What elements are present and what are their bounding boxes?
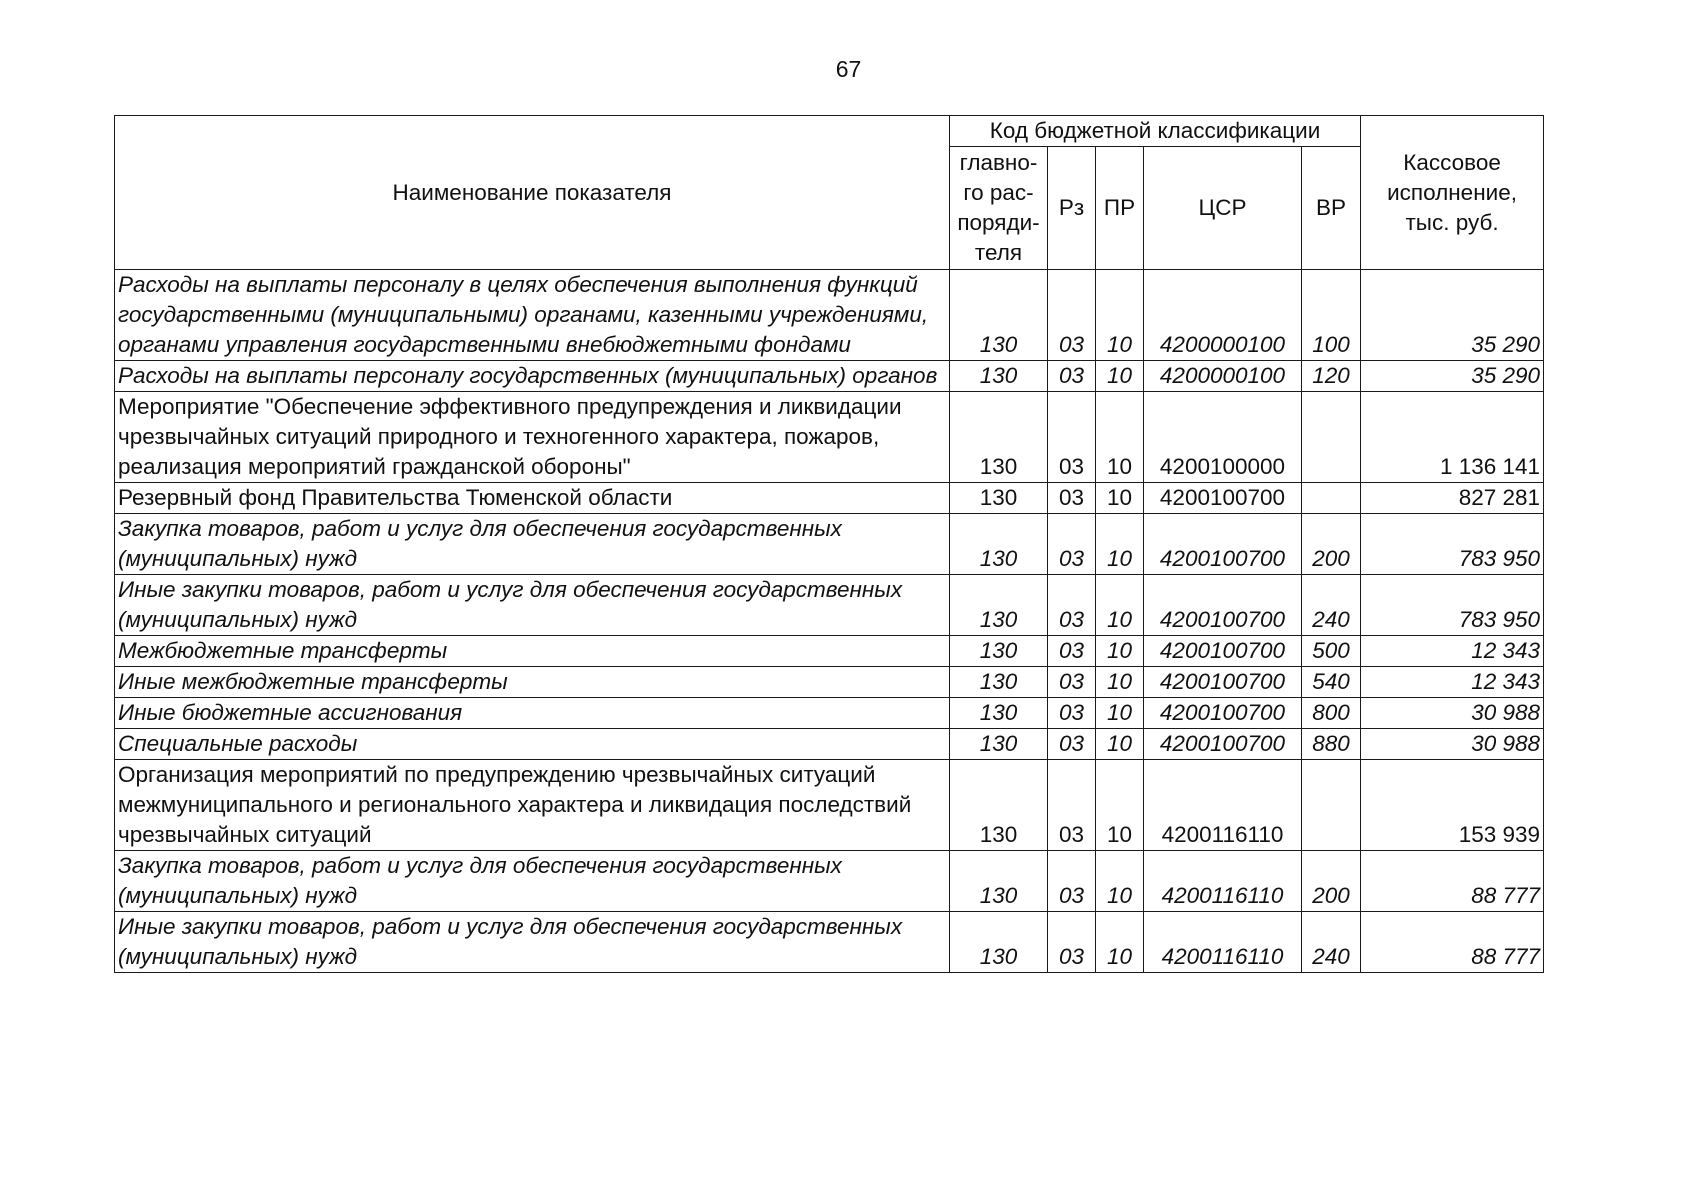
cell-amount: 783 950 [1361, 514, 1544, 575]
cell-glavn: 130 [950, 698, 1048, 729]
cell-rz: 03 [1048, 392, 1096, 483]
cell-name: Организация мероприятий по предупреждению чрезвычайных ситуаций межмуниципального и регионального характера и ликвидация последствий чрезвычайных ситуаций [115, 760, 950, 851]
cell-vr: 200 [1302, 514, 1361, 575]
cell-name: Иные закупки товаров, работ и услуг для обеспечения государственных (муниципальных) нужд [115, 912, 950, 973]
cell-glavn: 130 [950, 729, 1048, 760]
cell-amount: 783 950 [1361, 575, 1544, 636]
cell-csr: 4200100700 [1144, 636, 1302, 667]
table-row [115, 667, 1544, 698]
header-code-group: Код бюджетной классификации [950, 116, 1361, 147]
cell-vr [1302, 760, 1361, 851]
cell-name: Специальные расходы [115, 729, 950, 760]
table-row [115, 698, 1544, 729]
cell-csr: 4200116110 [1144, 912, 1302, 973]
cell-amount: 12 343 [1361, 636, 1544, 667]
cell-rz: 03 [1048, 575, 1096, 636]
cell-glavn: 130 [950, 483, 1048, 514]
header-amount-line: тыс. руб. [1405, 209, 1499, 235]
header-glavnogo-line: главно- [959, 150, 1038, 175]
cell-glavn: 130 [950, 667, 1048, 698]
cell-pr: 10 [1096, 698, 1144, 729]
cell-pr: 10 [1096, 361, 1144, 392]
header-amount-line: исполнение, [1387, 179, 1517, 205]
header-pr: ПР [1096, 147, 1144, 270]
cell-csr: 4200100700 [1144, 698, 1302, 729]
table-row [115, 575, 1544, 636]
header-glavnogo [950, 147, 1048, 270]
cell-vr: 240 [1302, 912, 1361, 973]
cell-rz: 03 [1048, 912, 1096, 973]
header-vr: ВР [1302, 147, 1361, 270]
cell-csr: 4200100700 [1144, 729, 1302, 760]
cell-csr: 4200100700 [1144, 483, 1302, 514]
cell-amount: 35 290 [1361, 270, 1544, 361]
cell-glavn: 130 [950, 760, 1048, 851]
cell-glavn: 130 [950, 851, 1048, 912]
cell-rz: 03 [1048, 698, 1096, 729]
cell-amount: 88 777 [1361, 851, 1544, 912]
cell-amount: 30 988 [1361, 698, 1544, 729]
table-row [115, 760, 1544, 851]
table-row [115, 636, 1544, 667]
cell-amount: 35 290 [1361, 361, 1544, 392]
cell-name: Межбюджетные трансферты [115, 636, 950, 667]
header-amount [1361, 116, 1544, 270]
cell-vr [1302, 483, 1361, 514]
cell-rz: 03 [1048, 270, 1096, 361]
table-row [115, 729, 1544, 760]
cell-rz: 03 [1048, 483, 1096, 514]
header-rz: Рз [1048, 147, 1096, 270]
cell-csr: 4200116110 [1144, 851, 1302, 912]
cell-name: Расходы на выплаты персоналу в целях обеспечения выполнения функций государственными (муниципальными) органами, казенными учреждениями, органами управления государственными внебюджетными фондами [115, 270, 950, 361]
table-row [115, 361, 1544, 392]
cell-name: Расходы на выплаты персоналу государственных (муниципальных) органов [115, 361, 950, 392]
cell-csr: 4200100700 [1144, 575, 1302, 636]
cell-vr: 880 [1302, 729, 1361, 760]
header-amount-line: Кассовое [1403, 149, 1501, 175]
cell-vr: 540 [1302, 667, 1361, 698]
header-name: Наименование показателя [115, 116, 950, 270]
cell-glavn: 130 [950, 514, 1048, 575]
cell-name: Иные бюджетные ассигнования [115, 698, 950, 729]
cell-vr: 500 [1302, 636, 1361, 667]
cell-amount: 88 777 [1361, 912, 1544, 973]
cell-csr: 4200000100 [1144, 361, 1302, 392]
header-glavnogo-line: поряди- [957, 210, 1040, 235]
cell-amount: 153 939 [1361, 760, 1544, 851]
cell-rz: 03 [1048, 729, 1096, 760]
cell-pr: 10 [1096, 392, 1144, 483]
cell-name: Иные закупки товаров, работ и услуг для обеспечения государственных (муниципальных) нужд [115, 575, 950, 636]
cell-name: Закупка товаров, работ и услуг для обеспечения государственных (муниципальных) нужд [115, 514, 950, 575]
cell-amount: 12 343 [1361, 667, 1544, 698]
cell-pr: 10 [1096, 636, 1144, 667]
cell-vr: 100 [1302, 270, 1361, 361]
cell-glavn: 130 [950, 636, 1048, 667]
cell-name: Иные межбюджетные трансферты [115, 667, 950, 698]
cell-csr: 4200100700 [1144, 514, 1302, 575]
header-csr: ЦСР [1144, 147, 1302, 270]
cell-glavn: 130 [950, 392, 1048, 483]
table-row [115, 851, 1544, 912]
cell-pr: 10 [1096, 729, 1144, 760]
table-row [115, 483, 1544, 514]
page-number: 67 [835, 56, 862, 82]
cell-vr: 240 [1302, 575, 1361, 636]
cell-pr: 10 [1096, 483, 1144, 514]
cell-pr: 10 [1096, 851, 1144, 912]
cell-pr: 10 [1096, 575, 1144, 636]
cell-amount: 1 136 141 [1361, 392, 1544, 483]
cell-glavn: 130 [950, 575, 1048, 636]
cell-name: Мероприятие "Обеспечение эффективного предупреждения и ликвидации чрезвычайных ситуаций природного и техногенного характера, пожаров, реализация мероприятий гражданской обороны" [115, 392, 950, 483]
cell-glavn: 130 [950, 912, 1048, 973]
cell-rz: 03 [1048, 760, 1096, 851]
cell-vr: 200 [1302, 851, 1361, 912]
cell-csr: 4200116110 [1144, 760, 1302, 851]
cell-glavn: 130 [950, 361, 1048, 392]
table-header [115, 116, 1544, 270]
table-row [115, 912, 1544, 973]
cell-pr: 10 [1096, 514, 1144, 575]
cell-rz: 03 [1048, 667, 1096, 698]
cell-pr: 10 [1096, 270, 1144, 361]
table-row [115, 514, 1544, 575]
budget-table [114, 115, 1544, 973]
cell-name: Резервный фонд Правительства Тюменской области [115, 483, 950, 514]
cell-rz: 03 [1048, 636, 1096, 667]
cell-csr: 4200000100 [1144, 270, 1302, 361]
cell-rz: 03 [1048, 514, 1096, 575]
header-glavnogo-line: го рас- [963, 180, 1034, 205]
table-row [115, 270, 1544, 361]
header-glavnogo-line: теля [974, 240, 1023, 265]
cell-glavn: 130 [950, 270, 1048, 361]
cell-name: Закупка товаров, работ и услуг для обеспечения государственных (муниципальных) нужд [115, 851, 950, 912]
cell-vr: 120 [1302, 361, 1361, 392]
cell-rz: 03 [1048, 361, 1096, 392]
cell-amount: 827 281 [1361, 483, 1544, 514]
cell-pr: 10 [1096, 667, 1144, 698]
table-row [115, 392, 1544, 483]
cell-vr [1302, 392, 1361, 483]
cell-rz: 03 [1048, 851, 1096, 912]
cell-csr: 4200100700 [1144, 667, 1302, 698]
cell-pr: 10 [1096, 912, 1144, 973]
cell-csr: 4200100000 [1144, 392, 1302, 483]
table-body [115, 270, 1544, 973]
cell-pr: 10 [1096, 760, 1144, 851]
cell-amount: 30 988 [1361, 729, 1544, 760]
cell-vr: 800 [1302, 698, 1361, 729]
